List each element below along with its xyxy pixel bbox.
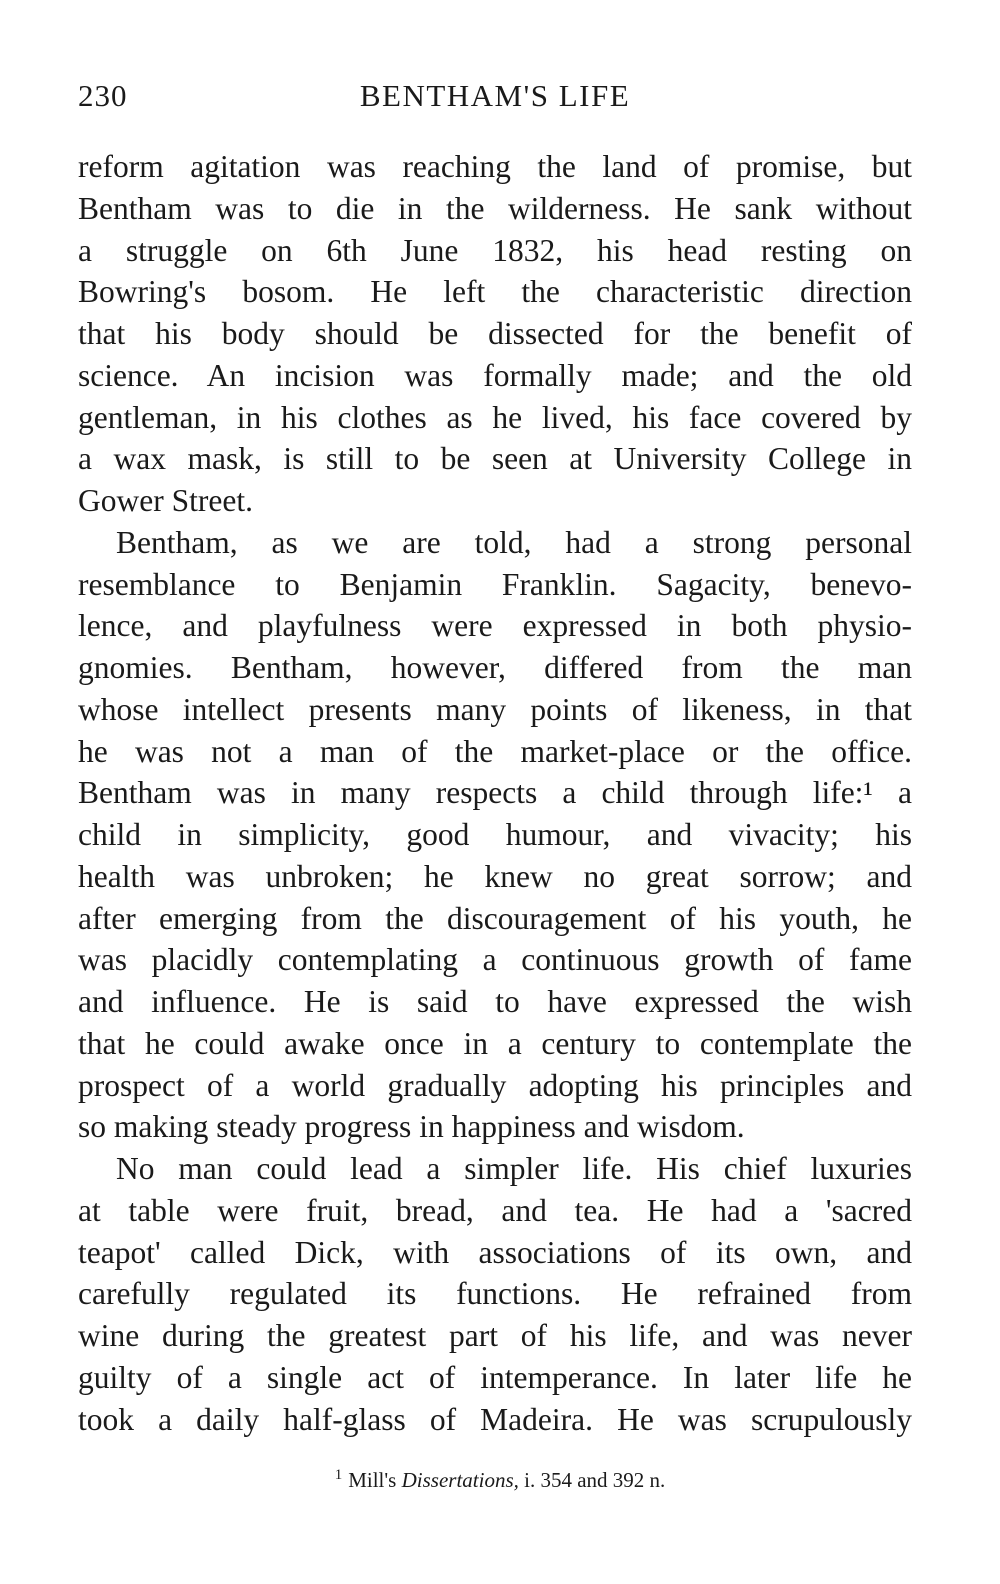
text-line: that he could awake once in a century to contemplate the xyxy=(78,1025,912,1061)
page-header xyxy=(78,74,912,118)
footnote-prefix: Mill's xyxy=(348,1468,397,1492)
text-line: reform agitation was reaching the land of promise, but xyxy=(78,149,912,184)
text-line: a wax mask, is still to be seen at University College in xyxy=(78,441,912,477)
text-line: and influence. He is said to have expressed the wish xyxy=(78,984,912,1019)
text-line: after emerging from the discouragement of his youth, he xyxy=(78,900,912,936)
text-line: a struggle on 6th June 1832, his head resting on xyxy=(78,232,912,268)
text-line: gentleman, in his clothes as he lived, his face covered by xyxy=(78,399,912,435)
text-line: guilty of a single act of intemperance. In later life he xyxy=(78,1359,912,1395)
running-title: BENTHAM'S LIFE xyxy=(359,78,631,113)
text-line: science. An incision was formally made; and the old xyxy=(78,357,912,393)
footnote-marker: 1 xyxy=(334,1467,343,1483)
text-line: was placidly contemplating a continuous growth of fame xyxy=(78,942,912,978)
text-line: took a daily half-glass of Madeira. He was scrupulously xyxy=(78,1401,912,1437)
text-line: Bentham, as we are told, had a strong personal xyxy=(116,524,912,560)
text-line: prospect of a world gradually adopting his principles and xyxy=(78,1067,912,1103)
text-line: lence, and playfulness were expressed in both physio- xyxy=(78,608,912,644)
page-number: 230 xyxy=(78,78,128,113)
footnote xyxy=(0,1460,1000,1495)
text-line: Bentham was to die in the wilderness. He sank without xyxy=(78,190,912,226)
text-line: he was not a man of the market-place or the office. xyxy=(78,733,912,769)
body-text xyxy=(78,146,912,1440)
text-line: health was unbroken; he knew no great sorrow; and xyxy=(78,858,912,894)
text-line: gnomies. Bentham, however, differed from the man xyxy=(78,650,912,685)
text-line: carefully regulated its functions. He refrained from xyxy=(78,1276,912,1312)
footnote-title: Dissertations, xyxy=(401,1468,519,1492)
text-line: Bowring's bosom. He left the characteristic direction xyxy=(78,274,912,310)
footnote-suffix: i. 354 and 392 n. xyxy=(524,1468,666,1492)
text-line: Gower Street. xyxy=(78,483,253,518)
text-line: so making steady progress in happiness and wisdom. xyxy=(78,1109,745,1145)
text-line: that his body should be dissected for the benefit of xyxy=(78,316,912,351)
text-line: No man could lead a simpler life. His chief luxuries xyxy=(116,1151,912,1186)
text-line: Bentham was in many respects a child through life:¹ a xyxy=(78,775,912,811)
text-line: resemblance to Benjamin Franklin. Sagacity, benevo- xyxy=(78,566,912,602)
text-line: whose intellect presents many points of likeness, in that xyxy=(78,691,912,727)
text-line: teapot' called Dick, with associations of its own, and xyxy=(78,1234,912,1270)
text-line: at table were fruit, bread, and tea. He had a 'sacred xyxy=(78,1192,912,1228)
text-line: child in simplicity, good humour, and vivacity; his xyxy=(78,817,912,852)
text-line: wine during the greatest part of his life, and was never xyxy=(78,1318,912,1353)
